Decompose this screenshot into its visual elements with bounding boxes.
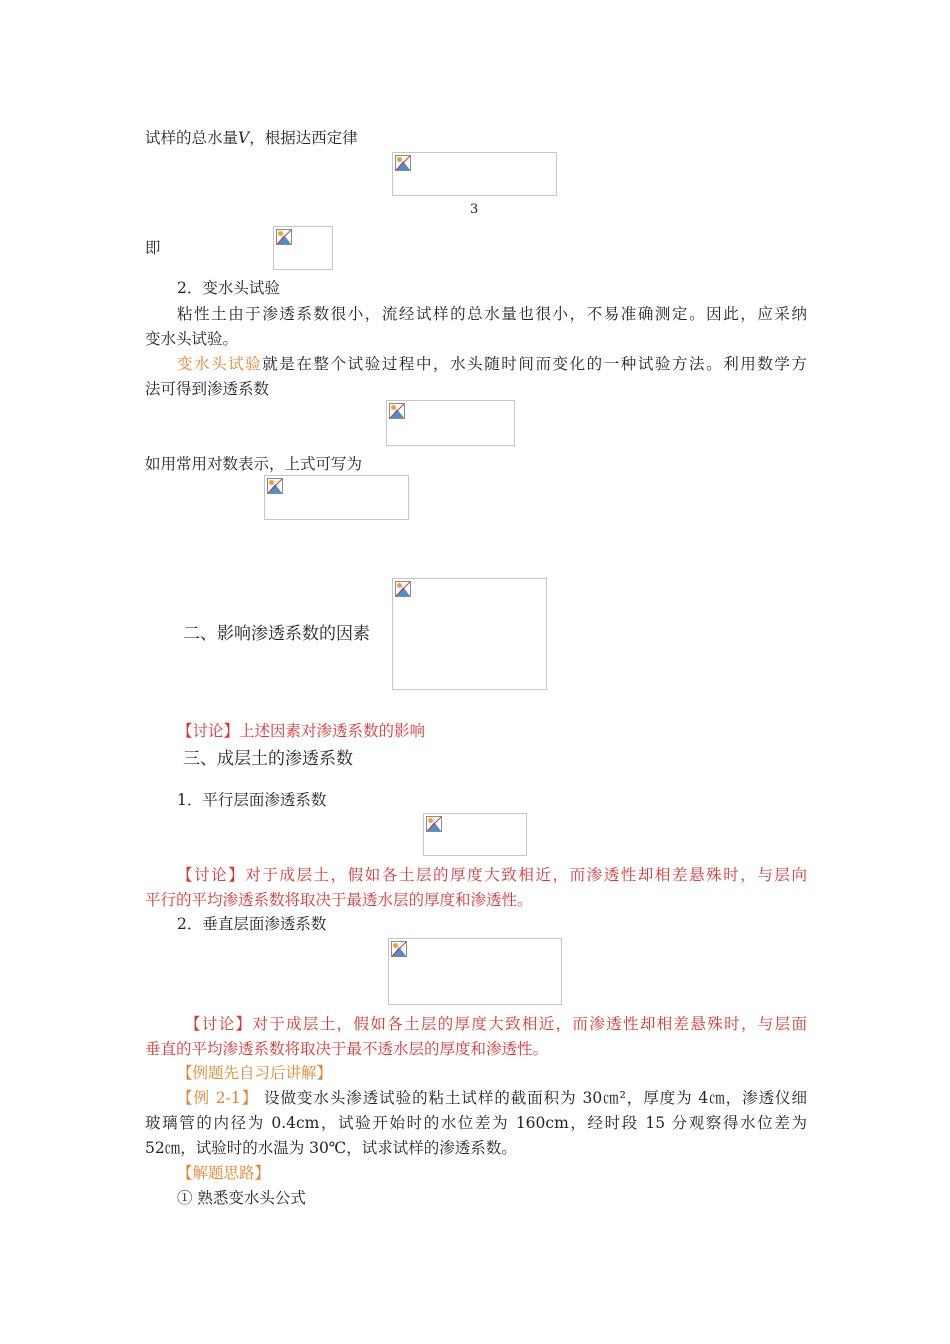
page-number: 3 [470, 202, 479, 217]
broken-image-icon [276, 229, 292, 245]
broken-image-icon [395, 155, 411, 171]
discussion-note: 【讨论】上述因素对渗透系数的影响 [177, 722, 426, 740]
broken-image-icon [267, 478, 283, 494]
formula-image [264, 475, 409, 520]
broken-image-icon [426, 816, 442, 832]
broken-image-icon [389, 403, 405, 419]
discussion-note: 垂直的平均渗透系数将取决于最不透水层的厚度和渗透性。 [145, 1040, 549, 1058]
definition-line [145, 352, 807, 374]
darcy-law-text: ，根据达西定律 [249, 129, 358, 147]
example-line: 52㎝，试验时的水温为 30℃，试求试样的渗透系数。 [145, 1139, 517, 1157]
ji-text: 即 [145, 239, 161, 257]
section-title-falling-head: 2．变水头试验 [177, 279, 280, 297]
factors-heading: 二、影响渗透系数的因素 [183, 624, 370, 644]
vertical-section-title: 2．垂直层面渗透系数 [177, 915, 327, 933]
broken-image-icon [395, 581, 411, 597]
formula-image [273, 226, 333, 270]
volume-variable: V [238, 129, 250, 147]
broken-image-icon [391, 941, 407, 957]
paragraph-line: 变水头试验。 [145, 330, 239, 348]
example-label: 【例 2-1】 [177, 1089, 259, 1107]
total-water-text: 试样的总水量 [145, 129, 239, 147]
example-intro: 【例题先自习后讲解】 [177, 1064, 333, 1082]
example-line [145, 1086, 807, 1108]
layered-soil-heading: 三、成层土的渗透系数 [183, 749, 353, 769]
formula-image [388, 938, 562, 1005]
paragraph-line: 如用常用对数表示，上式可写为 [145, 455, 363, 473]
parallel-section-title: 1．平行层面渗透系数 [177, 791, 327, 809]
formula-image [386, 400, 515, 446]
solution-step: ① 熟悉变水头公式 [177, 1189, 306, 1207]
solution-label: 【解题思路】 [177, 1164, 271, 1182]
example-line: 玻璃管的内径为 0.4cm，试验开始时的水位差为 160cm，经时段 15 分观察得水位差为 [145, 1114, 807, 1132]
example-text: 设做变水头渗透试验的粘土试样的截面积为 30㎝²，厚度为 4㎝，渗透仪细 [258, 1089, 807, 1107]
discussion-note: 【讨论】对于成层土，假如各土层的厚度大致相近，而渗透性却相差悬殊时，与层向 [177, 866, 807, 884]
definition-term-link[interactable]: 变水头试验 [177, 355, 263, 373]
text-line [145, 126, 358, 148]
paragraph-line: 粘性土由于渗透系数很小，流经试样的总水量也很小，不易准确测定。因此，应采纳 [177, 305, 807, 323]
paragraph-line: 法可得到渗透系数 [145, 380, 270, 398]
factors-image [392, 578, 547, 690]
definition-rest: 就是在整个试验过程中，水头随时间而变化的一种试验方法。利用数学方 [262, 355, 807, 373]
formula-image [423, 813, 527, 856]
discussion-note: 平行的平均渗透系数将取决于最透水层的厚度和渗透性。 [145, 891, 533, 909]
formula-image [392, 152, 557, 196]
discussion-note: 【讨论】对于成层土，假如各土层的厚度大致相近，而渗透性却相差悬殊时，与层面 [185, 1015, 807, 1033]
